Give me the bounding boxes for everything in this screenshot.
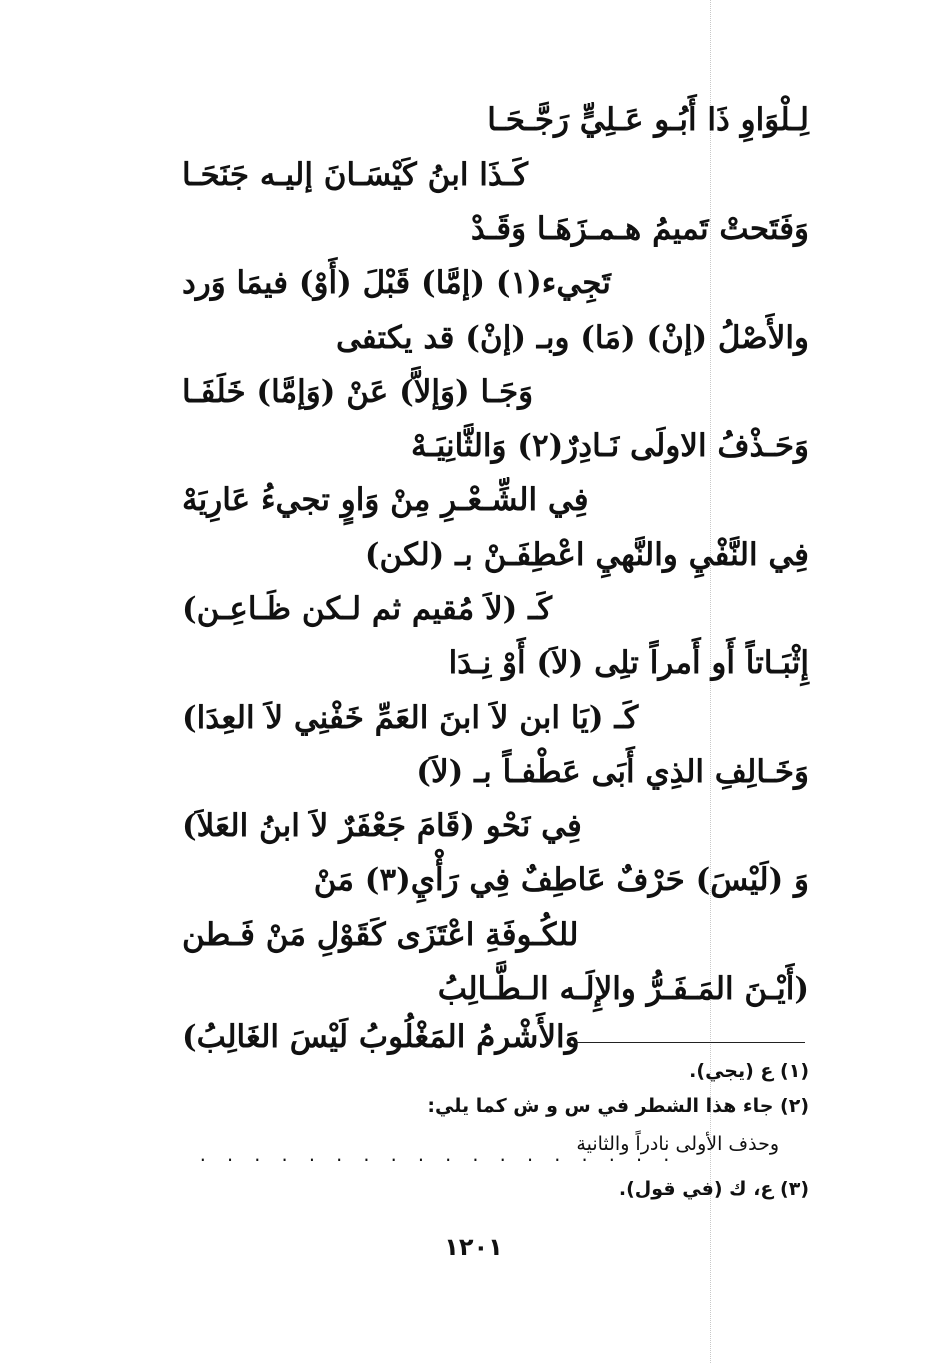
footnote-separator bbox=[575, 1042, 805, 1043]
verse-line-11: إِثْبَـاتاً أَو أَمراً تلِى (لاَ) أَوْ نِـدَا bbox=[448, 645, 809, 681]
verse-line-8: فِي الشِّـعْـرِ مِنْ وَاوٍ تجيءُ عَارِيَهْ bbox=[182, 482, 589, 518]
verse-line-17: (أَيْـنَ المَـفَـرُّ والإِلَـه الـطَّـالِبُ bbox=[437, 971, 809, 1007]
verse-line-13: وَخَـالِفِ الذِي أَبَى عَطْفـاً بـ (لاَ) bbox=[416, 754, 809, 790]
verse-line-5: والأَصْلُ (إنْ) (مَا) وبـ (إنْ) قد يكتفى bbox=[335, 320, 809, 356]
verse-line-14: فِي نَحْو (قَامَ جَعْفَرٌ لاَ ابنُ العَلاَ) bbox=[182, 808, 582, 844]
verse-line-3: وَفَتَحتْ تَميمُ هـمـزَهَـا وَقَـدْ bbox=[470, 211, 809, 247]
footnote-1: (١) ع (يجي). bbox=[689, 1060, 809, 1082]
footnote-2-quote: وحذف الأولى نادراً والثانية bbox=[576, 1133, 779, 1155]
verse-line-1: لِـلْوَاوِ ذَا أَبُـو عَـلِيٍّ رَجَّـحَـا bbox=[487, 102, 809, 138]
verse-line-2: كَـذَا ابنُ كَيْسَـانَ إليـه جَنَحَـا bbox=[182, 157, 528, 193]
verse-line-9: فِي النَّفْيِ والنَّهيِ اعْطِفَـنْ بـ (لكن) bbox=[364, 537, 809, 573]
verse-line-4: تَجِيء(١) (إمَّا) قَبْلَ (أَوْ) فيمَا وَرد bbox=[182, 265, 611, 301]
verse-line-12: كَـ (يَا ابن لاَ ابنَ العَمِّ خَفْنِي لاَ العِدَا) bbox=[182, 700, 639, 736]
footnote-2: (٢) جاء هذا الشطر في س و ش كما يلي: bbox=[427, 1095, 809, 1117]
verse-line-18: وَالأَشْرمُ المَغْلُوبُ لَيْسَ الغَالِبُ) bbox=[182, 1019, 580, 1055]
scan-fold-line bbox=[710, 0, 711, 1363]
verse-line-6: وَجَـا (وَإلاَّ) عَنْ (وَإمَّا) خَلَفَـا bbox=[182, 374, 534, 410]
verse-line-16: للكُـوفَةِ اعْتَزَى كَقَوْلِ مَنْ فَـطن bbox=[182, 917, 579, 953]
verse-line-7: وَحَـذْفُ الاولَى نَـادِرٌ(٢) وَالثَّانِيَـهْ bbox=[411, 428, 809, 464]
footnote-2-ellipsis: . . . . . . . . . . . . . . . . . . bbox=[198, 1146, 676, 1165]
footnote-3: (٣) ع، ك (في قول). bbox=[618, 1178, 809, 1200]
verse-line-15: وَ (لَيْسَ) حَرْفٌ عَاطِفٌ فِي رَأْيِ(٣) مَنْ bbox=[313, 862, 809, 898]
verse-line-10: كَـ (لاَ مُقيم ثم لـكن ظَـاعِـن) bbox=[182, 591, 552, 627]
page-number: ١٢٠١ bbox=[444, 1233, 503, 1261]
